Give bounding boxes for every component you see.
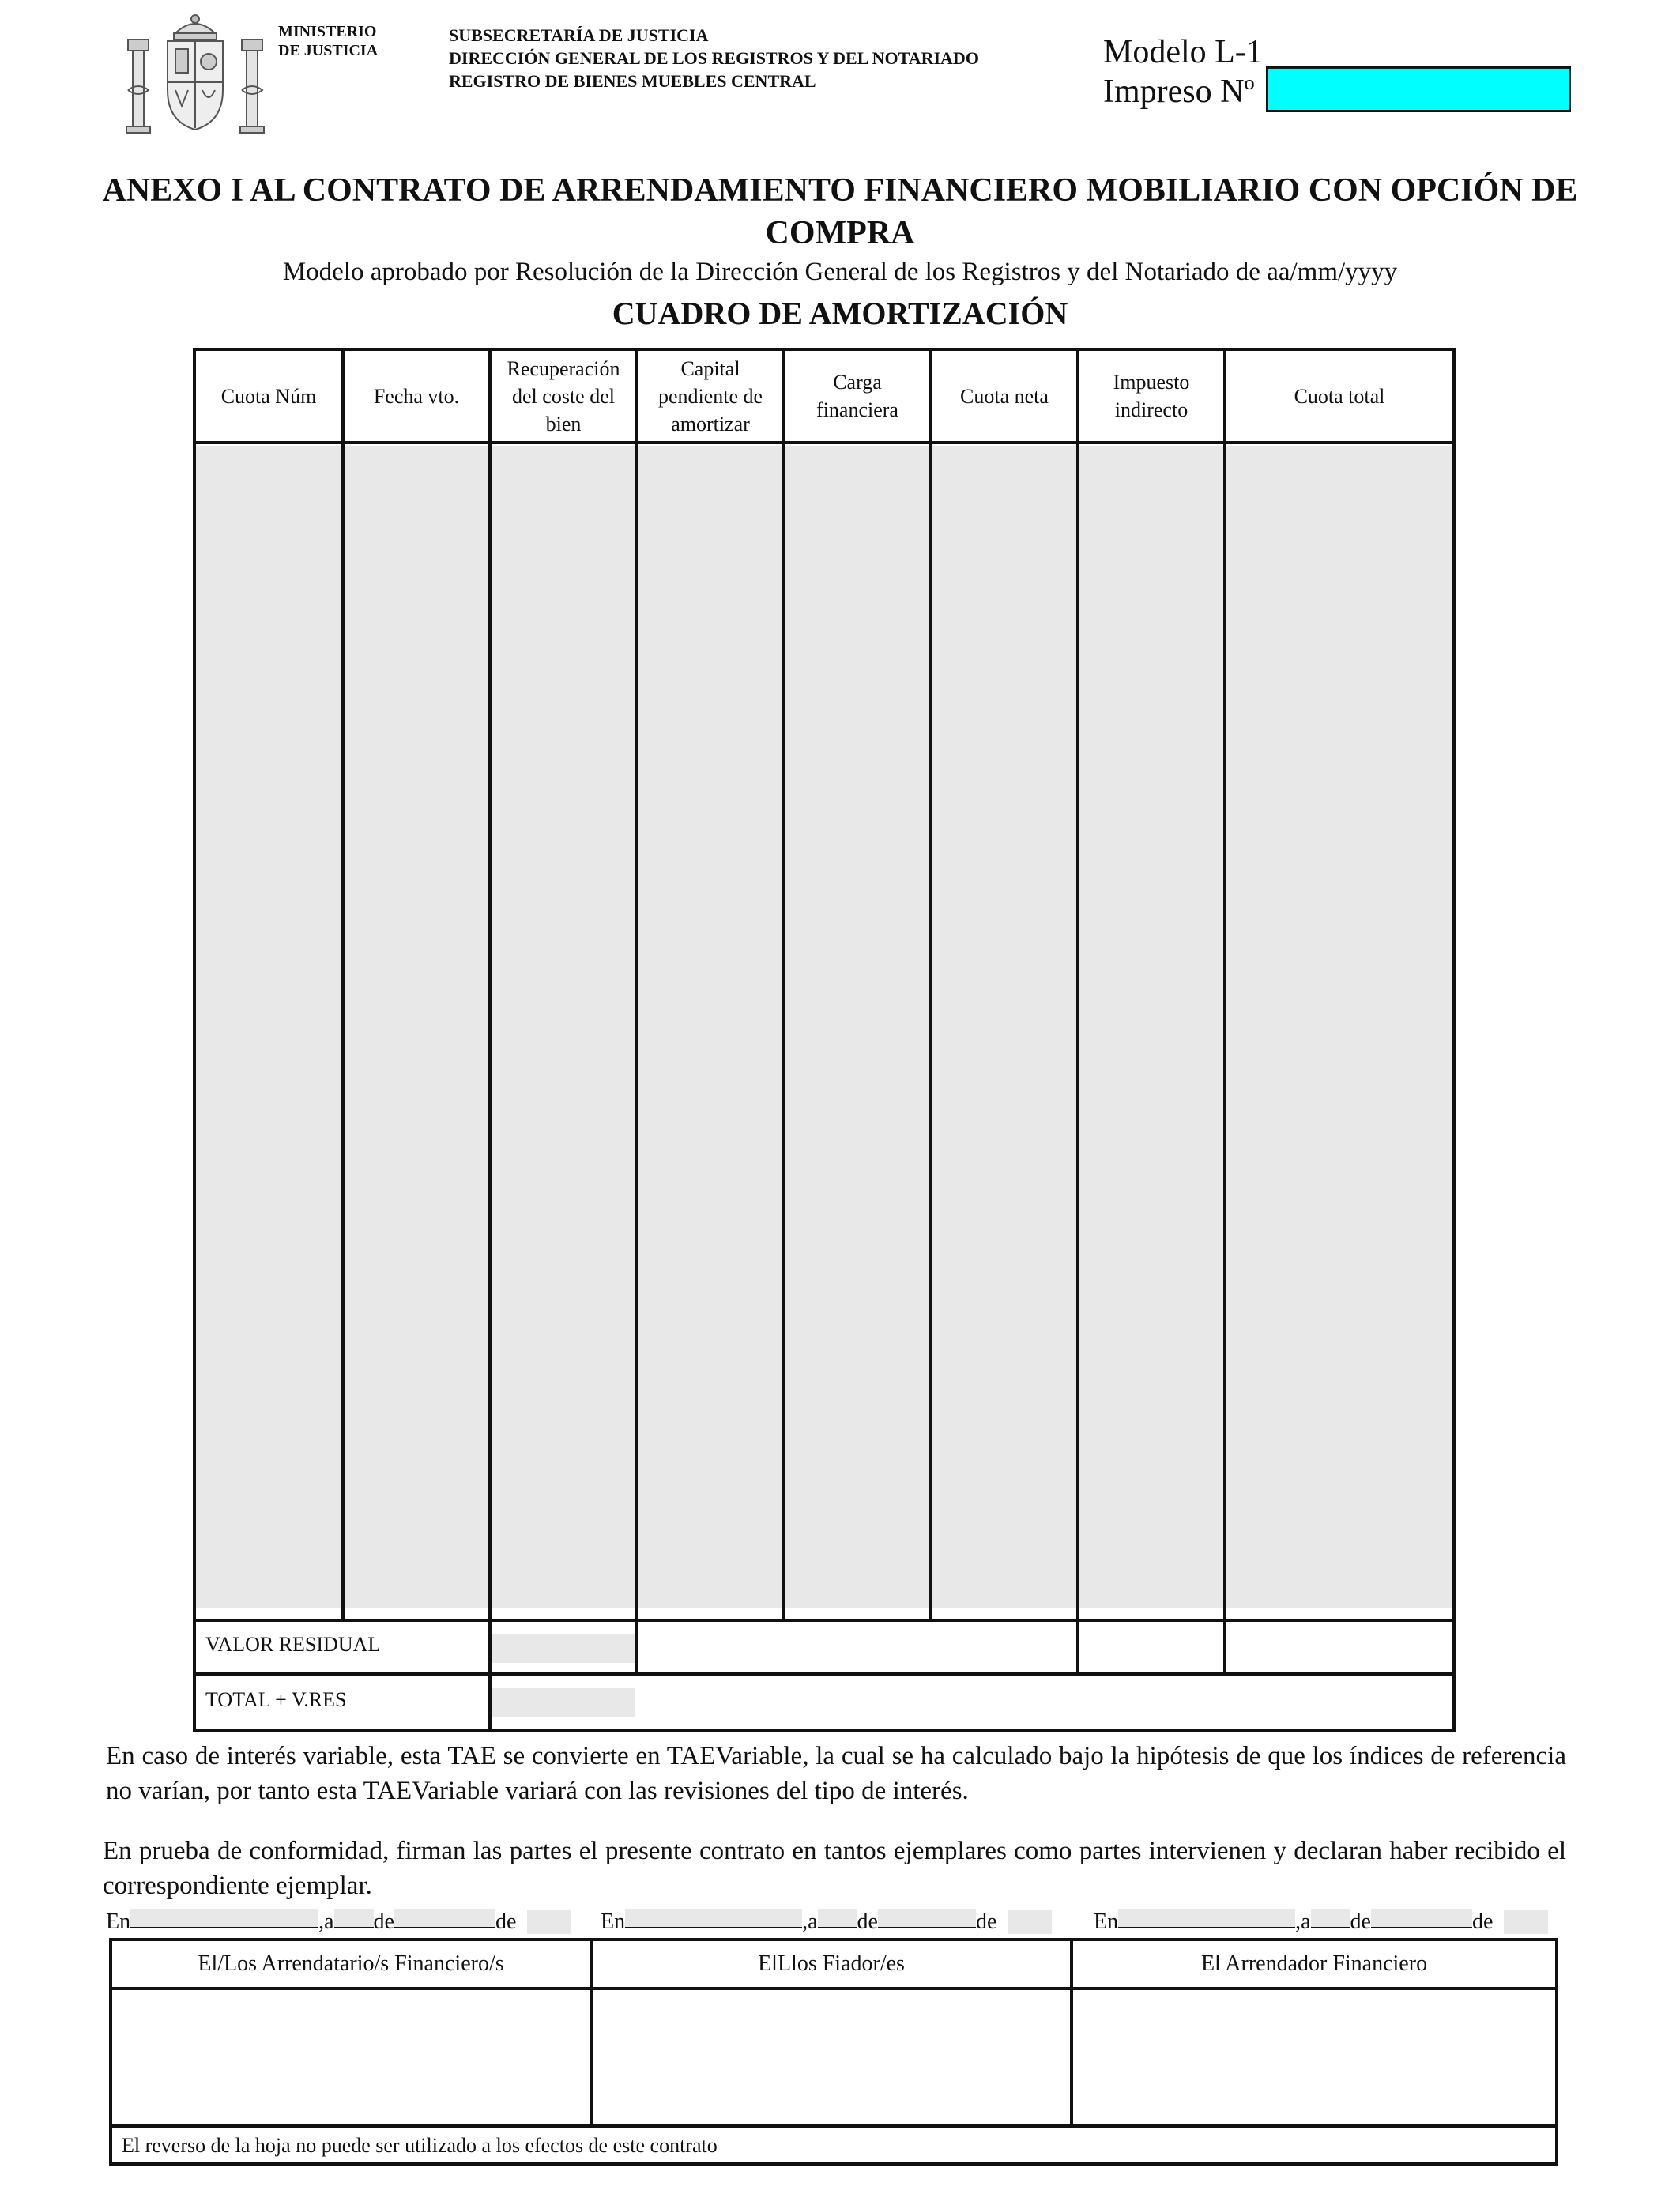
de-label: de <box>975 1909 997 1934</box>
column-divider <box>929 348 932 1622</box>
col-header-cuota-total: Cuota total <box>1294 384 1385 408</box>
day-field[interactable] <box>818 1909 857 1928</box>
place-field[interactable] <box>130 1909 318 1928</box>
resolution-text: Modelo aprobado por Resolución de la Dirección General de los Registros y del Notariado de aa/mm/yyyy <box>282 258 1398 286</box>
en-label: En <box>106 1909 131 1934</box>
field-fecha-vto[interactable] <box>345 446 488 1608</box>
document-title: ANEXO I AL CONTRATO DE ARRENDAMIENTO FINANCIERO MOBILIARIO CON OPCIÓN DE COMPRA <box>102 172 1578 251</box>
field-carga-financiera[interactable] <box>785 446 929 1608</box>
signature-field-arrendador[interactable] <box>1073 1990 1555 2124</box>
column-divider <box>341 348 345 1622</box>
department-block <box>449 24 979 92</box>
header-divider <box>193 441 1456 444</box>
body-divider <box>193 1619 1456 1622</box>
place-date-line-3 <box>1094 1909 1548 1934</box>
signature-field-fiador[interactable] <box>593 1990 1070 2124</box>
coat-of-arms-icon <box>120 11 270 136</box>
field-cuota-total[interactable] <box>1226 446 1452 1608</box>
de-label: de <box>373 1909 394 1934</box>
a-label: ,a <box>318 1909 334 1934</box>
signature-field-arrendatario[interactable] <box>112 1990 590 2124</box>
place-field[interactable] <box>625 1909 802 1928</box>
de-label: de <box>495 1909 517 1934</box>
a-label: ,a <box>1295 1909 1311 1934</box>
month-field[interactable] <box>394 1909 495 1928</box>
col-header-cuota-num: Cuota Núm <box>220 384 317 408</box>
ministry-line-2: DE JUSTICIA <box>278 42 379 59</box>
column-divider <box>782 348 785 1622</box>
column-divider <box>1076 1622 1079 1672</box>
field-recuperacion[interactable] <box>492 446 635 1608</box>
sig-footer-divider <box>109 2124 1558 2128</box>
ministry-line-1: MINISTERIO <box>278 23 377 40</box>
residual-divider <box>193 1672 1456 1676</box>
valor-residual-field[interactable] <box>492 1634 635 1663</box>
conformidad-note: En prueba de conformidad, firman las partes el presente contrato en tantos ejemplares como partes intervienen y declaran haber recibido el correspondiente ejemplar. <box>103 1837 1566 1900</box>
column-divider <box>635 348 638 1672</box>
impreso-label: Impreso Nº <box>1103 74 1255 110</box>
footer-note: El reverso de la hoja no puede ser utilizado a los efectos de este contrato <box>122 2134 718 2157</box>
col-header-impuesto-indirecto: Impuesto indirecto <box>1113 371 1190 421</box>
sig-header-arrendatario: El/Los Arrendatario/s Financiero/s <box>198 1951 504 1976</box>
de-label: de <box>857 1909 878 1934</box>
field-cuota-num[interactable] <box>196 446 341 1608</box>
de-label: de <box>1471 1909 1494 1934</box>
sig-header-arrendador: El Arrendador Financiero <box>1200 1951 1428 1976</box>
department-line-2: DIRECCIÓN GENERAL DE LOS REGISTROS Y DEL NOTARIADO <box>449 48 979 68</box>
impreso-number-field[interactable] <box>1266 66 1571 112</box>
signature-table <box>109 1938 1558 2166</box>
department-line-3: REGISTRO DE BIENES MUEBLES CENTRAL <box>449 71 816 91</box>
en-label: En <box>601 1909 626 1934</box>
a-label: ,a <box>802 1909 818 1934</box>
modelo-label: Modelo L-1 <box>1103 34 1263 70</box>
department-line-1: SUBSECRETARÍA DE JUSTICIA <box>449 25 709 45</box>
en-label: En <box>1094 1909 1119 1934</box>
col-header-carga-financiera: Carga financiera <box>816 371 898 421</box>
year-field[interactable] <box>527 1910 571 1934</box>
year-field[interactable] <box>1008 1910 1052 1934</box>
year-field[interactable] <box>1504 1910 1548 1934</box>
month-field[interactable] <box>878 1909 976 1928</box>
field-impuesto-indirecto[interactable] <box>1079 446 1223 1608</box>
place-date-line-2 <box>601 1909 1052 1934</box>
field-cuota-neta[interactable] <box>932 446 1076 1608</box>
col-header-capital-pendiente: Capital pendiente de amortizar <box>657 356 763 435</box>
total-field[interactable] <box>492 1688 635 1717</box>
col-header-fecha-vto: Fecha vto. <box>373 384 460 408</box>
month-field[interactable] <box>1371 1909 1472 1928</box>
amortization-table <box>193 348 1456 1732</box>
column-divider <box>1223 348 1226 1672</box>
tae-note: En caso de interés variable, esta TAE se convierte en TAEVariable, la cual se ha calculado bajo la hipótesis de que los índices de referencia no varían, por tanto esta TAEVariable variará con las revisiones del tipo de interés. <box>106 1742 1566 1805</box>
column-divider <box>488 348 492 1732</box>
place-date-line-1 <box>106 1909 571 1934</box>
ministry-name <box>278 22 378 60</box>
total-label: TOTAL + V.RES <box>205 1688 347 1711</box>
table-title: CUADRO DE AMORTIZACIÓN <box>612 296 1068 331</box>
valor-residual-label: VALOR RESIDUAL <box>205 1633 381 1656</box>
day-field[interactable] <box>334 1909 374 1928</box>
field-capital-pendiente[interactable] <box>638 446 782 1608</box>
column-divider <box>1076 348 1079 1622</box>
col-header-cuota-neta: Cuota neta <box>960 384 1049 408</box>
sig-header-fiador: ElLlos Fiador/es <box>758 1951 905 1976</box>
de-label: de <box>1350 1909 1371 1934</box>
day-field[interactable] <box>1311 1909 1350 1928</box>
place-field[interactable] <box>1118 1909 1295 1928</box>
col-header-recuperacion: Recuperación del coste del bien <box>507 356 620 435</box>
